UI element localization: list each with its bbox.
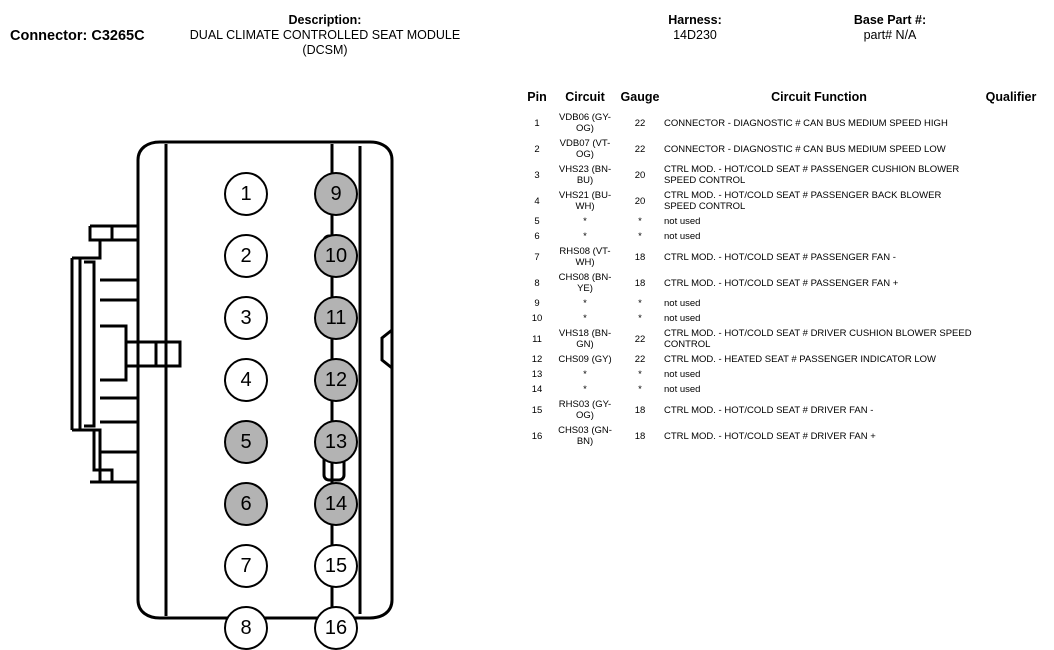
cell-gauge: 20	[634, 195, 646, 207]
cell-circuit: *	[583, 313, 587, 324]
cell-gauge: *	[638, 369, 642, 380]
cell-gauge: 18	[634, 430, 646, 442]
column-header-circuit: Circuit	[565, 90, 605, 104]
table-row	[520, 162, 1048, 188]
column-header-pin: Pin	[527, 90, 547, 104]
cell-function: not used	[664, 313, 701, 324]
cell-qualifier	[974, 162, 1048, 188]
pin-circle-9: 9	[314, 172, 358, 216]
table-row	[520, 110, 1048, 136]
cell-qualifier	[974, 214, 1048, 229]
cell-pin: 3	[534, 169, 540, 181]
column-header-function: Circuit Function	[771, 90, 867, 104]
cell-qualifier	[974, 311, 1048, 326]
cell-qualifier	[974, 229, 1048, 244]
cell-function: not used	[664, 231, 701, 242]
cell-function: CTRL MOD. - HEATED SEAT # PASSENGER INDICATOR LOW	[664, 354, 937, 365]
table-row	[520, 214, 1048, 229]
cell-circuit: *	[583, 298, 587, 309]
cell-pin: 14	[531, 384, 543, 395]
cell-pin: 15	[531, 404, 543, 416]
table-row	[520, 367, 1048, 382]
pin-circle-7: 7	[224, 544, 268, 588]
cell-gauge: *	[638, 313, 642, 324]
harness-value: 14D230	[673, 28, 717, 42]
cell-circuit: RHS08 (VT-WH)	[559, 246, 611, 268]
cell-qualifier	[974, 296, 1048, 311]
cell-circuit: *	[583, 231, 587, 242]
cell-pin: 12	[531, 354, 543, 365]
cell-qualifier	[974, 423, 1048, 449]
column-header-qualifier: Qualifier	[985, 90, 1037, 104]
cell-qualifier	[974, 270, 1048, 296]
description-label: Description:	[288, 13, 362, 27]
cell-qualifier	[974, 110, 1048, 136]
pin-circle-15: 15	[314, 544, 358, 588]
cell-function: not used	[664, 369, 701, 380]
cell-qualifier	[974, 244, 1048, 270]
cell-qualifier	[974, 382, 1048, 397]
cell-function: CTRL MOD. - HOT/COLD SEAT # DRIVER CUSHION BLOWER SPEED CONTROL	[664, 328, 972, 350]
base-part-block	[790, 12, 990, 43]
cell-function: CTRL MOD. - HOT/COLD SEAT # PASSENGER FAN +	[664, 277, 899, 289]
cell-qualifier	[974, 326, 1048, 352]
cell-gauge: 18	[634, 251, 646, 263]
cell-gauge: 22	[634, 117, 646, 129]
cell-circuit: *	[583, 384, 587, 395]
cell-function: CTRL MOD. - HOT/COLD SEAT # PASSENGER FAN -	[664, 251, 896, 263]
table-row	[520, 244, 1048, 270]
pin-circle-4: 4	[224, 358, 268, 402]
cell-circuit: RHS03 (GY-OG)	[558, 399, 612, 421]
table-row	[520, 270, 1048, 296]
cell-pin: 9	[534, 298, 540, 309]
cell-gauge: *	[638, 231, 642, 242]
cell-function: CONNECTOR - DIAGNOSTIC # CAN BUS MEDIUM SPEED LOW	[664, 143, 946, 155]
cell-pin: 10	[531, 313, 543, 324]
cell-qualifier	[974, 188, 1048, 214]
table-header-row	[520, 90, 1048, 110]
harness-block	[610, 12, 780, 43]
pin-circle-2: 2	[224, 234, 268, 278]
cell-gauge: *	[638, 298, 642, 309]
cell-circuit: VHS21 (BU-WH)	[558, 190, 612, 212]
cell-gauge: *	[638, 384, 642, 395]
pin-circle-14: 14	[314, 482, 358, 526]
table-row	[520, 382, 1048, 397]
cell-pin: 2	[534, 143, 540, 155]
base-part-value: part# N/A	[863, 28, 917, 42]
base-part-label: Base Part #:	[853, 13, 927, 27]
cell-qualifier	[974, 136, 1048, 162]
pinout-table	[520, 90, 1048, 449]
cell-gauge: *	[638, 216, 642, 227]
table-row	[520, 352, 1048, 367]
pin-circle-1: 1	[224, 172, 268, 216]
cell-gauge: 22	[634, 333, 646, 345]
cell-function: CTRL MOD. - HOT/COLD SEAT # DRIVER FAN -	[664, 404, 874, 416]
cell-circuit: VHS18 (BN-GN)	[558, 328, 612, 350]
table-row	[520, 188, 1048, 214]
cell-pin: 11	[532, 333, 542, 345]
pin-circle-8: 8	[224, 606, 268, 650]
cell-pin: 7	[534, 251, 540, 263]
description-value: DUAL CLIMATE CONTROLLED SEAT MODULE (DCSM)	[189, 28, 461, 57]
connector-title: Connector: C3265C	[10, 28, 145, 44]
pin-circle-5: 5	[224, 420, 268, 464]
cell-function: CTRL MOD. - HOT/COLD SEAT # DRIVER FAN +	[664, 430, 876, 442]
cell-circuit: CHS08 (BN-YE)	[558, 272, 612, 294]
cell-circuit: *	[583, 369, 587, 380]
cell-qualifier	[974, 352, 1048, 367]
cell-circuit: VDB06 (GY-OG)	[559, 112, 611, 134]
harness-label: Harness:	[668, 13, 722, 27]
cell-gauge: 18	[634, 277, 646, 289]
description-block	[175, 12, 475, 58]
cell-circuit: CHS03 (GN-BN)	[558, 425, 612, 447]
table-row	[520, 397, 1048, 423]
cell-gauge: 22	[634, 143, 646, 155]
cell-pin: 5	[534, 216, 540, 227]
cell-qualifier	[974, 397, 1048, 423]
cell-circuit: VDB07 (VT-OG)	[559, 138, 611, 160]
cell-function: CONNECTOR - DIAGNOSTIC # CAN BUS MEDIUM SPEED HIGH	[664, 117, 948, 129]
pin-circle-12: 12	[314, 358, 358, 402]
pin-circle-16: 16	[314, 606, 358, 650]
pin-circle-10: 10	[314, 234, 358, 278]
table-row	[520, 136, 1048, 162]
pin-circle-13: 13	[314, 420, 358, 464]
table-row	[520, 311, 1048, 326]
cell-gauge: 18	[634, 404, 646, 416]
cell-circuit: VHS23 (BN-BU)	[558, 164, 612, 186]
cell-pin: 6	[534, 231, 540, 242]
column-header-gauge: Gauge	[620, 90, 660, 104]
cell-pin: 1	[534, 117, 540, 129]
cell-pin: 13	[531, 369, 543, 380]
cell-circuit: CHS09 (GY)	[558, 354, 612, 365]
cell-gauge: 22	[634, 354, 646, 365]
pin-circle-11: 11	[314, 296, 358, 340]
cell-gauge: 20	[634, 169, 646, 181]
cell-function: CTRL MOD. - HOT/COLD SEAT # PASSENGER BACK BLOWER SPEED CONTROL	[664, 190, 942, 212]
table-row	[520, 229, 1048, 244]
cell-circuit: *	[583, 216, 587, 227]
cell-function: not used	[664, 384, 701, 395]
table-row	[520, 326, 1048, 352]
connector-diagram	[60, 130, 460, 639]
cell-qualifier	[974, 367, 1048, 382]
table-row	[520, 296, 1048, 311]
cell-function: not used	[664, 298, 701, 309]
cell-function: CTRL MOD. - HOT/COLD SEAT # PASSENGER CUSHION BLOWER SPEED CONTROL	[664, 164, 960, 186]
cell-pin: 8	[534, 277, 540, 289]
cell-function: not used	[664, 216, 701, 227]
pin-circle-6: 6	[224, 482, 268, 526]
cell-pin: 4	[534, 195, 540, 207]
pinout-table-wrap	[520, 90, 1048, 449]
pin-circle-3: 3	[224, 296, 268, 340]
cell-pin: 16	[531, 430, 543, 442]
table-row	[520, 423, 1048, 449]
